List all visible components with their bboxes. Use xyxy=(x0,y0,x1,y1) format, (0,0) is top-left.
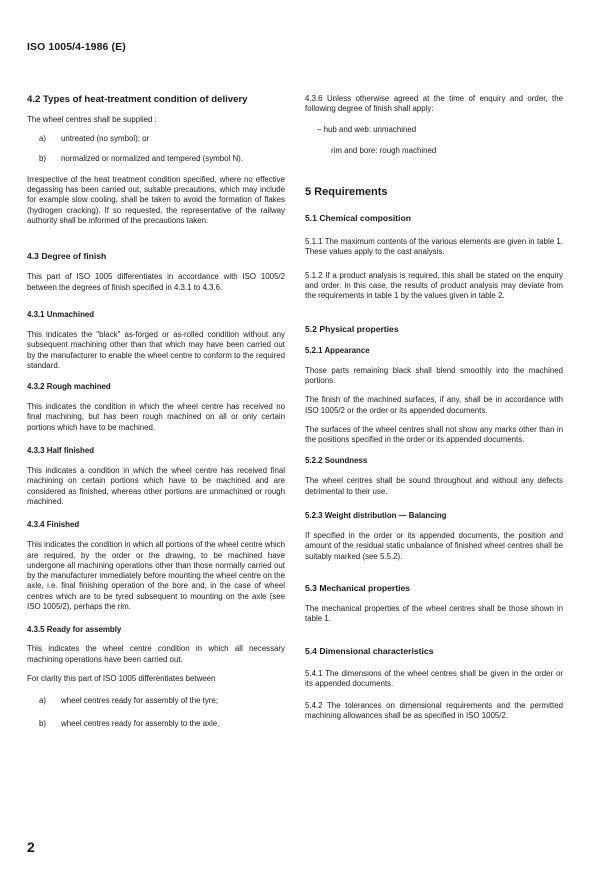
heading-4-3-3: 4.3.3 Half finished xyxy=(27,446,95,456)
para-4-3-1: This indicates the "black" as-forged or as-rolled condition without any subsequent machining other than that which may have been carried out by the manufacturer to enable the wheel centre to conform to the required standard. xyxy=(27,329,285,370)
para-5-2-1-c: The surfaces of the wheel centres shall not show any marks other than in the positions specified in the order or its appended documents. xyxy=(305,424,563,445)
left-column xyxy=(27,94,285,729)
para-5-2-1-a: Those parts remaining black shall blend smoothly into the machined portions. xyxy=(305,365,563,385)
para-4-2: Irrespective of the heat treatment condition specified, where no effective degassing has been carried out, suitable precautions, which may include for example slow cooling, shall be taken to avoid the formation of flakes (hydrogen cracking). If so requested, the representative of the railway authority shall be informed of the precautions taken. xyxy=(27,174,285,226)
list-marker: b) xyxy=(39,153,47,163)
heading-4-3: 4.3 Degree of finish xyxy=(27,251,107,262)
para-4-2-intro: The wheel centres shall be supplied : xyxy=(27,115,157,124)
heading-5-1: 5.1 Chemical composition xyxy=(305,213,412,224)
heading-5-3: 5.3 Mechanical properties xyxy=(305,582,411,593)
heading-5: 5 Requirements xyxy=(305,186,388,199)
para-5-2-2: The wheel centres shall be sound throughout and without any defects detrimental to their use. xyxy=(305,476,563,496)
list-marker: a) xyxy=(39,696,47,706)
heading-5-4: 5.4 Dimensional characteristics xyxy=(305,645,434,656)
list-marker: b) xyxy=(39,718,47,728)
para-5-2-3: If specified in the order or its appended documents, the position and amount of the residual static unbalance of finished wheel centres shall be suitably marked (see 5.5.2). xyxy=(305,531,563,561)
page-number: 2 xyxy=(27,839,35,855)
para-5-1-1: 5.1.1 The maximum contents of the various elements are given in table 1. These values apply to the cast analysis. xyxy=(305,237,563,257)
heading-4-3-4: 4.3.4 Finished xyxy=(27,520,80,530)
para-4-3-3: This indicates a condition in which the wheel centre has received final machining on certain portions which have to be machined and are considered as finished, whereas other portions are unmachined or rough machined. xyxy=(27,466,285,506)
heading-5-2-3: 5.2.3 Weight distribution — Balancing xyxy=(305,511,447,521)
para-4-3-5-b: For clarity this part of ISO 1005 differentiates between xyxy=(27,673,216,683)
para-5-4-2: 5.4.2 The tolerances on dimensional requirements and the permitted machining allowances shall be as specified in ISO 1005/2. xyxy=(305,701,563,721)
para-4-3: This part of ISO 1005 differentiates in accordance with ISO 1005/2 between the degrees of finish specified in 4.3.1 to 4.3.6. xyxy=(27,272,285,292)
list-item xyxy=(27,696,285,706)
heading-4-3-1: 4.3.1 Unmachined xyxy=(27,309,95,319)
page-header: ISO 1005/4-1986 (E) xyxy=(27,41,126,53)
list-text: wheel centres ready for assembly of the tyre; xyxy=(61,696,219,706)
list-item xyxy=(27,134,285,144)
para-4-3-5: This indicates the wheel centre condition in which all necessary machining operations have been carried out. xyxy=(27,644,285,664)
para-5-1-2: 5.1.2 If a product analysis is required, this shall be stated on the enquiry and order. In this case, the results of product analysis may deviate from the requirements in table 1 by the values given in table 2. xyxy=(305,270,563,301)
para-4-3-6: 4.3.6 Unless otherwise agreed at the time of enquiry and order, the following degree of finish shall apply: xyxy=(305,94,563,114)
heading-4-3-5: 4.3.5 Ready for assembly xyxy=(27,625,122,635)
heading-4-3-2: 4.3.2 Rough machined xyxy=(27,382,111,392)
para-5-4-1: 5.4.1 The dimensions of the wheel centres shall be given in the order or its appended documents. xyxy=(305,668,563,688)
list-item xyxy=(27,154,285,164)
heading-5-2-1: 5.2.1 Appearance xyxy=(305,345,370,355)
list-text: wheel centres ready for assembly to the axle. xyxy=(61,718,220,728)
heading-4-2: 4.2 Types of heat-treatment condition of delivery xyxy=(27,94,248,105)
list-item xyxy=(27,719,285,729)
list-text: untreated (no symbol); or xyxy=(61,134,150,144)
list-item: – hub and web: unmachined xyxy=(317,124,417,134)
list-item: rim and bore: rough machined xyxy=(331,145,437,155)
heading-5-2: 5.2 Physical properties xyxy=(305,323,399,334)
list-text: normalized or normalized and tempered (symbol N). xyxy=(61,153,243,163)
heading-5-2-2: 5.2.2 Soundness xyxy=(305,456,368,466)
para-4-3-2: This indicates the condition in which the wheel centre has received no final machining, but has been rough machined on all or only certain portions which have to be machined. xyxy=(27,402,285,432)
right-column xyxy=(305,94,563,722)
para-5-3: The mechanical properties of the wheel centres shall be those shown in table 1. xyxy=(305,603,563,624)
para-4-3-4: This indicates the condition in which all portions of the wheel centre which are required, by the order or the drawing, to be machined have undergone all machining operations other than those normally carried out by the manufacturer immediately before mounting the wheel centre on the axle, i.e. final finishing operation of the bore and, in the case of wheel centres which are to be tyred subsequent to mounting on the axle (see ISO 1005/2), perhaps the rim. xyxy=(27,540,285,612)
list-marker: a) xyxy=(39,134,47,144)
para-5-2-1-b: The finish of the machined surfaces, if any, shall be in accordance with ISO 1005/2 or the order or its appended documents. xyxy=(305,395,563,415)
